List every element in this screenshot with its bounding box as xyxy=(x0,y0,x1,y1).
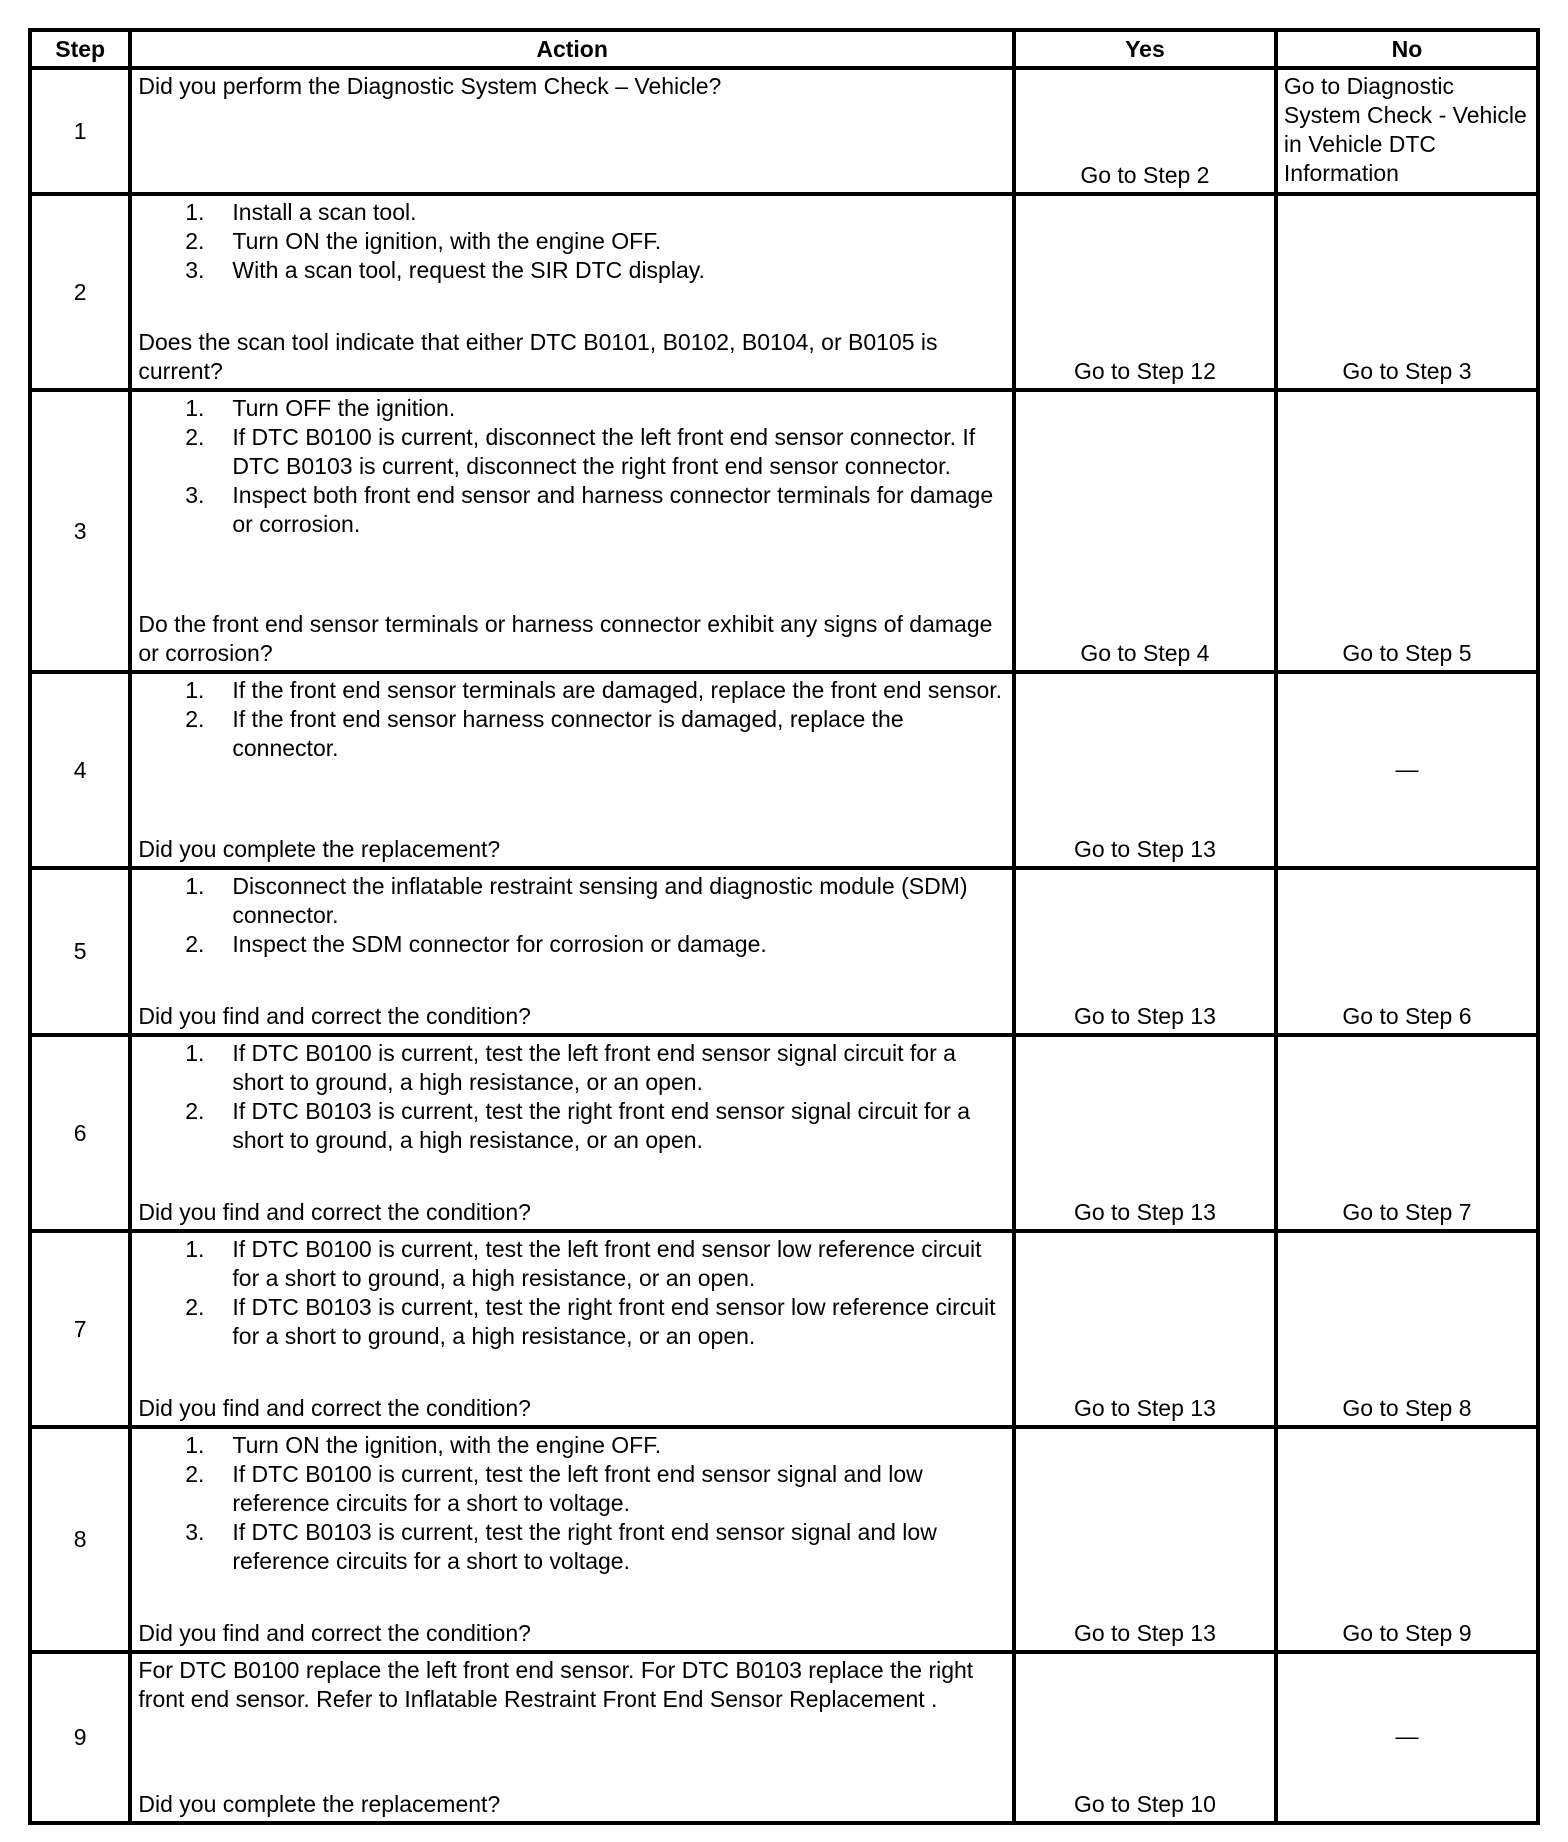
action-item-text: If DTC B0103 is current, test the right front end sensor signal and low reference circuits for a short to voltage. xyxy=(232,1519,937,1574)
action-item-text: If DTC B0100 is current, test the left front end sensor signal and low reference circuits for a short to voltage. xyxy=(232,1461,923,1516)
action-item-text: If DTC B0100 is current, test the left front end sensor low reference circuit for a short to ground, a high resistance, or an open. xyxy=(232,1236,982,1291)
action-item xyxy=(138,705,1008,763)
table-row xyxy=(30,68,1538,194)
action-item-number: 3. xyxy=(185,257,205,283)
table-row xyxy=(30,1035,1538,1231)
step-number: 4 xyxy=(30,672,130,868)
action-cell xyxy=(130,194,1014,390)
header-step: Step xyxy=(30,30,130,68)
action-list xyxy=(138,1039,1008,1155)
action-question: Did you find and correct the condition? xyxy=(138,1620,531,1646)
yes-result: Go to Step 4 xyxy=(1014,390,1276,672)
table-row xyxy=(30,1652,1538,1823)
action-intro: Did you perform the Diagnostic System Check – Vehicle? xyxy=(138,73,722,99)
step-number: 3 xyxy=(30,390,130,672)
action-item xyxy=(138,676,1008,705)
table-body xyxy=(30,68,1538,1823)
action-item-number: 2. xyxy=(185,1461,205,1487)
diagnostic-table xyxy=(28,28,1540,1825)
table-row xyxy=(30,390,1538,672)
yes-result: Go to Step 13 xyxy=(1014,868,1276,1035)
action-question: Did you find and correct the condition? xyxy=(138,1199,531,1225)
header-no: No xyxy=(1276,30,1538,68)
step-number: 1 xyxy=(30,68,130,194)
yes-result: Go to Step 13 xyxy=(1014,1231,1276,1427)
action-item-number: 3. xyxy=(185,1519,205,1545)
no-result: Go to Step 5 xyxy=(1276,390,1538,672)
action-item xyxy=(138,423,1008,481)
step-number: 2 xyxy=(30,194,130,390)
action-item-text: Inspect both front end sensor and harness connector terminals for damage or corrosion. xyxy=(232,482,994,537)
no-result: Go to Step 6 xyxy=(1276,868,1538,1035)
action-item xyxy=(138,930,1008,959)
action-item-number: 2. xyxy=(185,706,205,732)
action-question: Did you find and correct the condition? xyxy=(138,1003,531,1029)
yes-result: Go to Step 10 xyxy=(1014,1652,1276,1823)
action-item-number: 2. xyxy=(185,424,205,450)
action-item-number: 1. xyxy=(185,395,205,421)
action-item-number: 1. xyxy=(185,873,205,899)
action-item-number: 1. xyxy=(185,1432,205,1458)
action-question: Did you complete the replacement? xyxy=(138,1791,501,1817)
action-item-text: Turn ON the ignition, with the engine OFF. xyxy=(232,228,662,254)
action-question: Does the scan tool indicate that either DTC B0101, B0102, B0104, or B0105 is current? xyxy=(138,329,938,384)
action-item-number: 3. xyxy=(185,482,205,508)
action-cell xyxy=(130,672,1014,868)
action-item xyxy=(138,198,1008,227)
action-list xyxy=(138,394,1008,539)
action-item-text: Turn ON the ignition, with the engine OFF. xyxy=(232,1432,662,1458)
action-cell xyxy=(130,868,1014,1035)
action-list xyxy=(138,1431,1008,1576)
no-result: Go to Diagnostic System Check - Vehicle in Vehicle DTC Information xyxy=(1276,68,1538,194)
action-cell xyxy=(130,1427,1014,1652)
action-item-number: 2. xyxy=(185,931,205,957)
action-item-text: If DTC B0100 is current, disconnect the left front end sensor connector. If DTC B0103 is current, disconnect the right front end sensor connector. xyxy=(232,424,976,479)
action-item xyxy=(138,1460,1008,1518)
action-list xyxy=(138,198,1008,285)
no-result: — xyxy=(1276,672,1538,868)
action-item xyxy=(138,227,1008,256)
table-row xyxy=(30,868,1538,1035)
action-cell xyxy=(130,1035,1014,1231)
action-item-number: 1. xyxy=(185,199,205,225)
action-item-text: Inspect the SDM connector for corrosion or damage. xyxy=(232,931,767,957)
no-result: Go to Step 9 xyxy=(1276,1427,1538,1652)
yes-result: Go to Step 13 xyxy=(1014,1427,1276,1652)
yes-result: Go to Step 13 xyxy=(1014,1035,1276,1231)
action-question: Did you find and correct the condition? xyxy=(138,1395,531,1421)
action-item-number: 2. xyxy=(185,228,205,254)
action-item-number: 1. xyxy=(185,1040,205,1066)
action-item-number: 1. xyxy=(185,1236,205,1262)
step-number: 9 xyxy=(30,1652,130,1823)
yes-result: Go to Step 2 xyxy=(1014,68,1276,194)
action-item xyxy=(138,1235,1008,1293)
step-number: 5 xyxy=(30,868,130,1035)
action-item-number: 2. xyxy=(185,1294,205,1320)
step-number: 7 xyxy=(30,1231,130,1427)
yes-result: Go to Step 12 xyxy=(1014,194,1276,390)
header-row xyxy=(30,30,1538,68)
action-item-text: If DTC B0103 is current, test the right front end sensor signal circuit for a short to ground, a high resistance, or an open. xyxy=(232,1098,970,1153)
action-cell xyxy=(130,1231,1014,1427)
action-item xyxy=(138,1518,1008,1576)
action-item xyxy=(138,1097,1008,1155)
action-item-text: Turn OFF the ignition. xyxy=(232,395,456,421)
action-cell xyxy=(130,68,1014,194)
action-item xyxy=(138,872,1008,930)
action-item xyxy=(138,256,1008,285)
action-item-text: Install a scan tool. xyxy=(232,199,417,225)
action-item xyxy=(138,1293,1008,1351)
header-action: Action xyxy=(130,30,1014,68)
action-cell xyxy=(130,1652,1014,1823)
no-result: Go to Step 3 xyxy=(1276,194,1538,390)
action-list xyxy=(138,676,1008,763)
action-item-text: If the front end sensor harness connector is damaged, replace the connector. xyxy=(232,706,904,761)
action-list xyxy=(138,1235,1008,1351)
table-row xyxy=(30,1231,1538,1427)
action-item-number: 2. xyxy=(185,1098,205,1124)
no-result: Go to Step 7 xyxy=(1276,1035,1538,1231)
action-question: Do the front end sensor terminals or harness connector exhibit any signs of damage or corrosion? xyxy=(138,611,993,666)
no-result: Go to Step 8 xyxy=(1276,1231,1538,1427)
action-item-text: If the front end sensor terminals are damaged, replace the front end sensor. xyxy=(232,677,1003,703)
action-intro: For DTC B0100 replace the left front end sensor. For DTC B0103 replace the right front end sensor. Refer to Inflatable Restraint Front End Sensor Replacement . xyxy=(138,1657,974,1712)
header-yes: Yes xyxy=(1014,30,1276,68)
action-item xyxy=(138,1039,1008,1097)
table-row xyxy=(30,672,1538,868)
table-row xyxy=(30,194,1538,390)
action-question: Did you complete the replacement? xyxy=(138,836,501,862)
step-number: 6 xyxy=(30,1035,130,1231)
action-item-text: With a scan tool, request the SIR DTC display. xyxy=(232,257,705,283)
step-number: 8 xyxy=(30,1427,130,1652)
action-item-number: 1. xyxy=(185,677,205,703)
action-item-text: If DTC B0100 is current, test the left front end sensor signal circuit for a short to ground, a high resistance, or an open. xyxy=(232,1040,956,1095)
action-item xyxy=(138,1431,1008,1460)
table-row xyxy=(30,1427,1538,1652)
action-list xyxy=(138,872,1008,959)
action-cell xyxy=(130,390,1014,672)
no-result: — xyxy=(1276,1652,1538,1823)
action-item-text: Disconnect the inflatable restraint sensing and diagnostic module (SDM) connector. xyxy=(232,873,968,928)
action-item-text: If DTC B0103 is current, test the right front end sensor low reference circuit for a short to ground, a high resistance, or an open. xyxy=(232,1294,996,1349)
action-item xyxy=(138,394,1008,423)
yes-result: Go to Step 13 xyxy=(1014,672,1276,868)
action-item xyxy=(138,481,1008,539)
